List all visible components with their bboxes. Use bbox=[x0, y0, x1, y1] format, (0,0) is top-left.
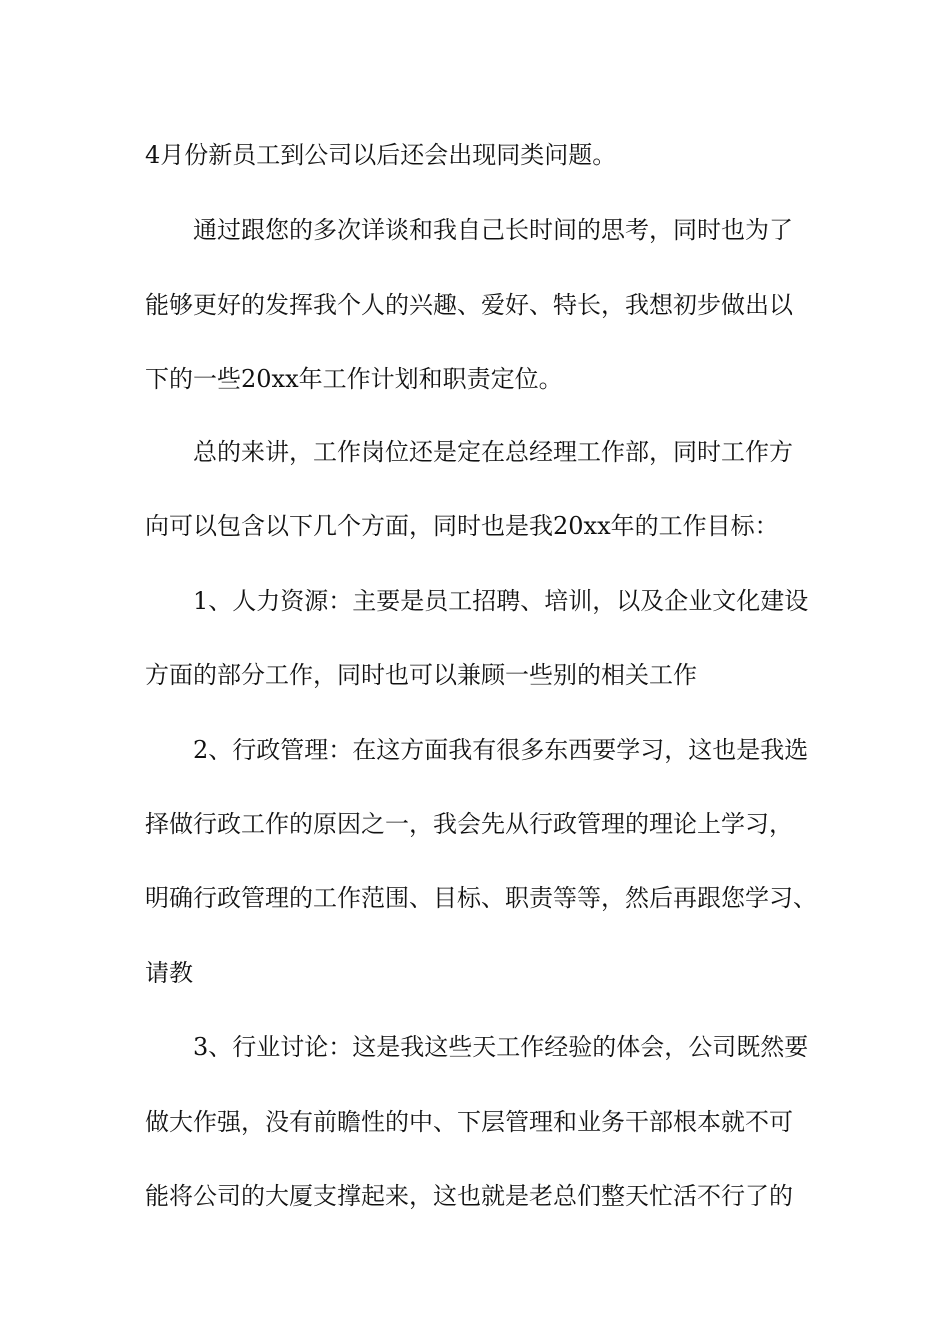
list-item-industry: 3、行业讨论：这是我这些天工作经验的体会，公司既然要 bbox=[193, 1033, 809, 1061]
text-line: 向可以包含以下几个方面，同时也是我20xx年的工作目标： bbox=[145, 512, 779, 540]
list-item-hr: 1、人力资源：主要是员工招聘、培训，以及企业文化建设 bbox=[193, 587, 809, 615]
text-line: 能够更好的发挥我个人的兴趣、爱好、特长，我想初步做出以 bbox=[145, 291, 793, 319]
text-line: 能将公司的大厦支撑起来，这也就是老总们整天忙活不行了的 bbox=[145, 1182, 793, 1210]
text-line: 方面的部分工作，同时也可以兼顾一些别的相关工作 bbox=[145, 661, 697, 689]
paragraph-start-line: 总的来讲，工作岗位还是定在总经理工作部，同时工作方 bbox=[193, 438, 793, 466]
text-line: 4月份新员工到公司以后还会出现同类问题。 bbox=[145, 141, 617, 169]
text-line: 请教 bbox=[145, 959, 193, 987]
text-line: 下的一些20xx年工作计划和职责定位。 bbox=[145, 365, 563, 393]
text-line: 明确行政管理的工作范围、目标、职责等等，然后再跟您学习、 bbox=[145, 884, 817, 912]
paragraph-start-line: 通过跟您的多次详谈和我自己长时间的思考，同时也为了 bbox=[193, 216, 793, 244]
list-item-admin: 2、行政管理：在这方面我有很多东西要学习，这也是我选 bbox=[193, 736, 809, 764]
text-line: 做大作强，没有前瞻性的中、下层管理和业务干部根本就不可 bbox=[145, 1108, 793, 1136]
text-line: 择做行政工作的原因之一，我会先从行政管理的理论上学习， bbox=[145, 810, 793, 838]
